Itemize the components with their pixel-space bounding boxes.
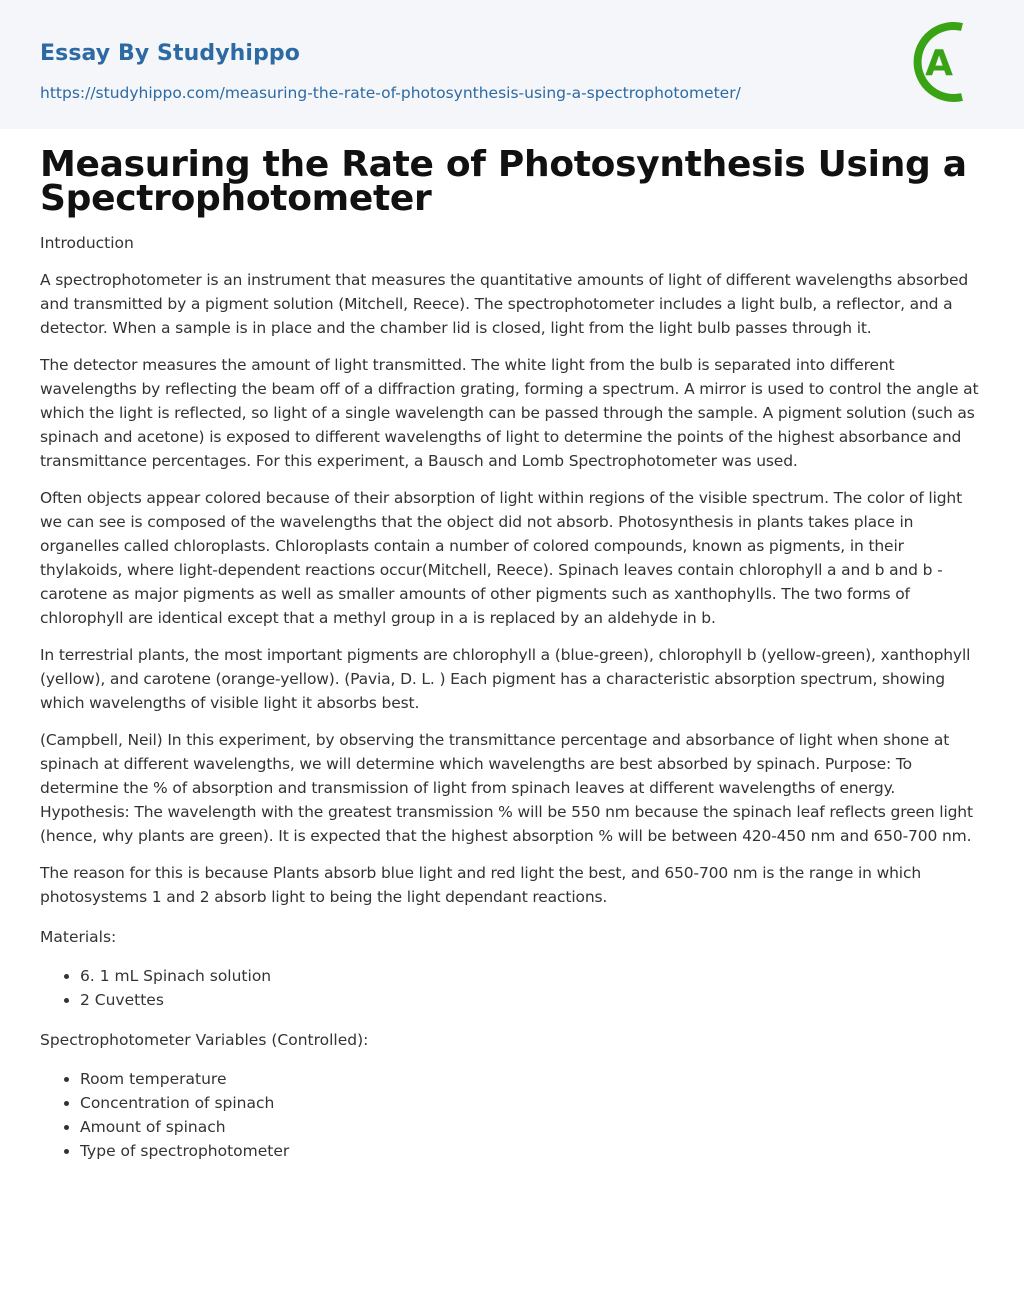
paragraph: (Campbell, Neil) In this experiment, by observing the transmittance percentage and absorbance of light when shone at spinach at different wavelengths, we will determine which wavelengths are best absorbed by spinach. Purpose: To determine the % of absorption and transmission of light from spinach leaves at different wavelengths of energy. Hypothesis: The wavelength with the greatest transmission % will be 550 nm because the spinach leaf reflects green light (hence, why plants are green). It is expected that the highest absorption % will be between 420-450 nm and 650-700 nm. bbox=[40, 731, 973, 845]
list-item: • Amount of spinach bbox=[80, 1115, 984, 1139]
list-item: • Concentration of spinach bbox=[80, 1091, 984, 1115]
variables-label: Spectrophotometer Variables (Controlled): bbox=[40, 1031, 369, 1049]
list-item: • Room temperature bbox=[80, 1067, 984, 1091]
list-item: • 6. 1 mL Spinach solution bbox=[80, 964, 984, 988]
logo-letter: A bbox=[925, 43, 953, 84]
materials-label: Materials: bbox=[40, 928, 117, 946]
materials-list bbox=[40, 964, 984, 1012]
paragraph: The detector measures the amount of light transmitted. The white light from the bulb is separated into different wavelengths by reflecting the beam off of a diffraction grating, forming a spectrum. A mirror is used to control the angle at which the light is reflected, so light of a single wavelength can be passed through the sample. A pigment solution (such as spinach and acetone) is exposed to different wavelengths of light to determine the points of the highest absorbance and transmittance percentages. For this experiment, a Bausch and Lomb Spectrophotometer was used. bbox=[40, 356, 979, 470]
paragraph: A spectrophotometer is an instrument that measures the quantitative amounts of light of different wavelengths absorbed and transmitted by a pigment solution (Mitchell, Reece). The spectrophotometer includes a light bulb, a reflector, and a detector. When a sample is in place and the chamber lid is closed, light from the light bulb passes through it. bbox=[40, 271, 969, 337]
article-content bbox=[0, 129, 1024, 1163]
list-item: • Type of spectrophotometer bbox=[80, 1139, 984, 1163]
list-item: • 2 Cuvettes bbox=[80, 988, 984, 1012]
paragraph: Often objects appear colored because of their absorption of light within regions of the visible spectrum. The color of light we can see is composed of the wavelengths that the object did not absorb. Photosynthesis in plants takes place in organelles called chloroplasts. Chloroplasts contain a number of colored compounds, known as pigments, in their thylakoids, where light-dependent reactions occur(Mitchell, Reece). Spinach leaves contain chlorophyll a and b and b -carotene as major pigments as well as smaller amounts of other pigments such as xanthophylls. The two forms of chlorophyll are identical except that a methyl group in a is replaced by an aldehyde in b. bbox=[40, 489, 963, 627]
paragraph: The reason for this is because Plants absorb blue light and red light the best, and 650-700 nm is the range in which photosystems 1 and 2 absorb light to being the light dependant reactions. bbox=[40, 864, 922, 906]
studyhippo-logo-icon[interactable] bbox=[912, 19, 986, 105]
site-header bbox=[0, 0, 1024, 129]
page-title: Measuring the Rate of Photosynthesis Using a Spectrophotometer bbox=[40, 144, 967, 219]
variables-list bbox=[40, 1067, 984, 1163]
paragraph: In terrestrial plants, the most important pigments are chlorophyll a (blue-green), chlorophyll b (yellow-green), xanthophyll (yellow), and carotene (orange-yellow). (Pavia, D. L. ) Each pigment has a characteristic absorption spectrum, showing which wavelengths of visible light it absorbs best. bbox=[40, 646, 971, 712]
section-heading-introduction: Introduction bbox=[40, 234, 134, 252]
brand-title[interactable]: Essay By Studyhippo bbox=[40, 41, 300, 66]
source-url-link[interactable]: https://studyhippo.com/measuring-the-rate-of-photosynthesis-using-a-spectrophotometer/ bbox=[40, 84, 741, 102]
